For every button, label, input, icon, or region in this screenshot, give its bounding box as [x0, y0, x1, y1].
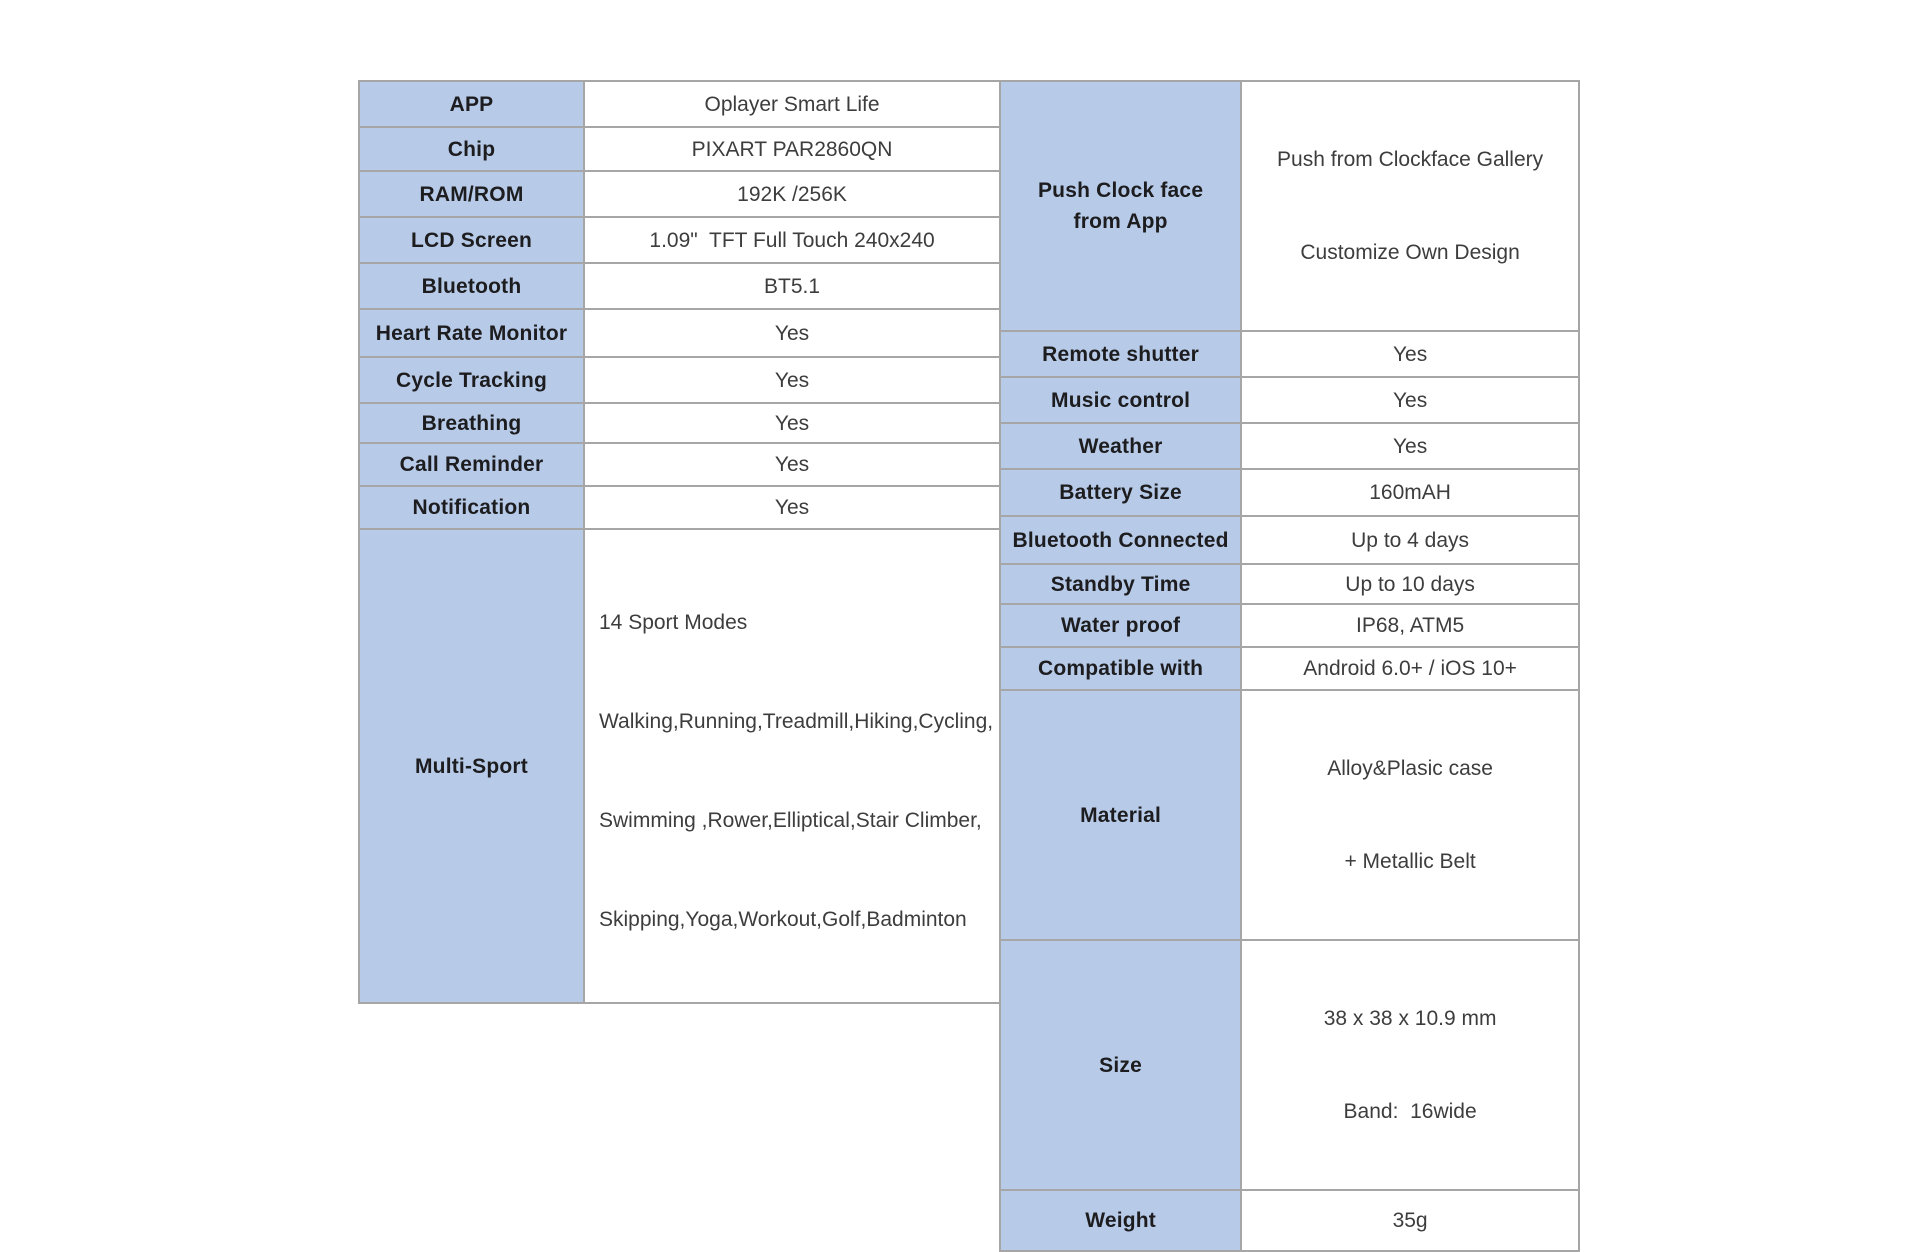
- spec-value-push-clockface: [1241, 81, 1579, 331]
- spec-row-breathing: [359, 403, 1000, 443]
- spec-value-weather: Yes: [1241, 423, 1579, 469]
- push-clockface-value-line: Customize Own Design: [1300, 241, 1520, 264]
- spec-label-multi-sport: Multi-Sport: [359, 529, 584, 1003]
- spec-label-cycle-tracking: Cycle Tracking: [359, 357, 584, 403]
- spec-sheet: [358, 80, 1580, 1252]
- spec-label-call-reminder: Call Reminder: [359, 443, 584, 486]
- spec-value-water-proof: IP68, ATM5: [1241, 604, 1579, 647]
- spec-row-material: [1000, 690, 1579, 940]
- spec-value-remote-shutter: Yes: [1241, 331, 1579, 377]
- spec-value-call-reminder: Yes: [584, 443, 1000, 486]
- spec-row-remote-shutter: [1000, 331, 1579, 377]
- spec-value-breathing: Yes: [584, 403, 1000, 443]
- spec-value-music-control: Yes: [1241, 377, 1579, 423]
- spec-value-app: Oplayer Smart Life: [584, 81, 1000, 127]
- spec-value-size: [1241, 940, 1579, 1190]
- push-clockface-label-line: from App: [1073, 210, 1168, 233]
- spec-label-weight: Weight: [1000, 1190, 1241, 1251]
- spec-label-weather: Weather: [1000, 423, 1241, 469]
- spec-row-lcd-screen: [359, 217, 1000, 263]
- spec-row-standby-time: [1000, 564, 1579, 604]
- spec-label-size: Size: [1000, 940, 1241, 1190]
- spec-label-material: Material: [1000, 690, 1241, 940]
- spec-label-chip: Chip: [359, 127, 584, 171]
- spec-value-battery-size: 160mAH: [1241, 469, 1579, 516]
- spec-label-ram-rom: RAM/ROM: [359, 171, 584, 217]
- spec-label-push-clockface: [1000, 81, 1241, 331]
- spec-label-heart-rate: Heart Rate Monitor: [359, 309, 584, 357]
- push-clockface-value-line: Push from Clockface Gallery: [1277, 148, 1544, 171]
- material-value-line: + Metallic Belt: [1344, 850, 1476, 873]
- spec-value-material: [1241, 690, 1579, 940]
- size-value-line: 38 x 38 x 10.9 mm: [1323, 1007, 1497, 1030]
- spec-label-app: APP: [359, 81, 584, 127]
- spec-label-breathing: Breathing: [359, 403, 584, 443]
- multi-sport-line: Swimming ,Rower,Elliptical,Stair Climber,: [599, 809, 982, 832]
- spec-label-bluetooth: Bluetooth: [359, 263, 584, 309]
- spec-row-ram-rom: [359, 171, 1000, 217]
- spec-label-lcd-screen: LCD Screen: [359, 217, 584, 263]
- spec-row-bluetooth-connected: [1000, 516, 1579, 564]
- spec-value-standby-time: Up to 10 days: [1241, 564, 1579, 604]
- spec-row-weather: [1000, 423, 1579, 469]
- spec-value-multi-sport: [584, 529, 1000, 1003]
- spec-value-bluetooth-connected: Up to 4 days: [1241, 516, 1579, 564]
- spec-value-bluetooth: BT5.1: [584, 263, 1000, 309]
- spec-value-heart-rate: Yes: [584, 309, 1000, 357]
- spec-label-standby-time: Standby Time: [1000, 564, 1241, 604]
- spec-row-compatible-with: [1000, 647, 1579, 690]
- spec-value-chip: PIXART PAR2860QN: [584, 127, 1000, 171]
- push-clockface-label-line: Push Clock face: [1037, 179, 1204, 202]
- spec-row-multi-sport: [359, 529, 1000, 1003]
- spec-value-weight: 35g: [1241, 1190, 1579, 1251]
- spec-row-heart-rate: [359, 309, 1000, 357]
- spec-value-compatible-with: Android 6.0+ / iOS 10+: [1241, 647, 1579, 690]
- spec-row-chip: [359, 127, 1000, 171]
- spec-value-ram-rom: 192K /256K: [584, 171, 1000, 217]
- spec-row-music-control: [1000, 377, 1579, 423]
- multi-sport-line: Walking,Running,Treadmill,Hiking,Cycling,: [599, 710, 994, 733]
- spec-table-right: [999, 80, 1580, 1252]
- spec-value-lcd-screen: 1.09" TFT Full Touch 240x240: [584, 217, 1000, 263]
- spec-row-cycle-tracking: [359, 357, 1000, 403]
- material-value-line: Alloy&Plasic case: [1327, 757, 1493, 780]
- spec-label-notification: Notification: [359, 486, 584, 529]
- spec-row-notification: [359, 486, 1000, 529]
- spec-row-call-reminder: [359, 443, 1000, 486]
- spec-row-water-proof: [1000, 604, 1579, 647]
- spec-row-push-clockface: [1000, 81, 1579, 331]
- spec-value-notification: Yes: [584, 486, 1000, 529]
- spec-value-cycle-tracking: Yes: [584, 357, 1000, 403]
- spec-row-size: [1000, 940, 1579, 1190]
- spec-row-battery-size: [1000, 469, 1579, 516]
- multi-sport-line: 14 Sport Modes: [599, 611, 748, 634]
- spec-label-compatible-with: Compatible with: [1000, 647, 1241, 690]
- size-value-line: Band: 16wide: [1343, 1100, 1477, 1123]
- spec-row-app: [359, 81, 1000, 127]
- spec-label-bluetooth-connected: Bluetooth Connected: [1000, 516, 1241, 564]
- spec-table-left: [358, 80, 1001, 1004]
- spec-label-water-proof: Water proof: [1000, 604, 1241, 647]
- multi-sport-line: Skipping,Yoga,Workout,Golf,Badminton: [599, 908, 967, 931]
- spec-row-weight: [1000, 1190, 1579, 1251]
- spec-row-bluetooth: [359, 263, 1000, 309]
- spec-label-remote-shutter: Remote shutter: [1000, 331, 1241, 377]
- spec-label-battery-size: Battery Size: [1000, 469, 1241, 516]
- spec-label-music-control: Music control: [1000, 377, 1241, 423]
